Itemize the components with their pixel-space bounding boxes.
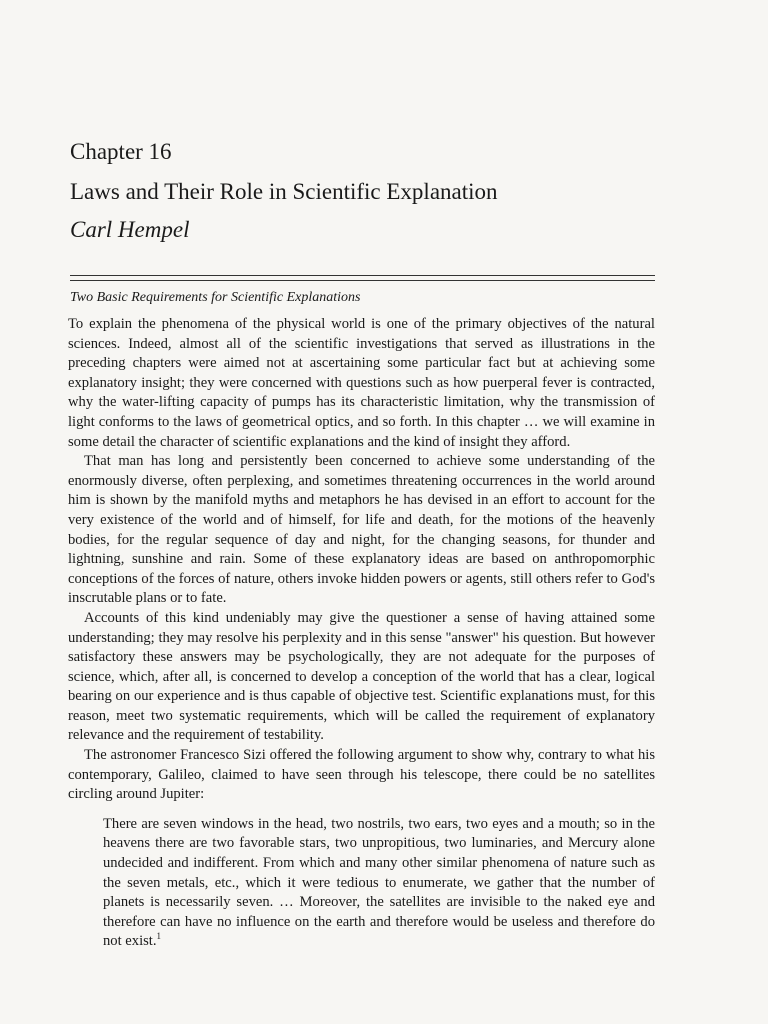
divider-rule-top <box>70 275 655 276</box>
paragraph: Accounts of this kind undeniably may give the questioner a sense of having attained some understanding; they may resolve his perplexity and in this sense "answer" his question. But however satisfactory these answers may be psychologically, they are not adequate for the purposes of science, which, after all, is concerned to develop a conception of the world that has a clear, logical bearing on our experience and is thus capable of objective test. Scientific explanations must, for this reason, meet two systematic requirements, which will be called the requirement of explanatory relevance and the requirement of testability. <box>68 609 655 744</box>
section-heading: Two Basic Requirements for Scientific Explanations <box>70 290 361 305</box>
body-text <box>68 315 655 952</box>
block-quote <box>103 815 655 952</box>
footnote-mark[interactable]: 1 <box>156 931 162 942</box>
paragraph: The astronomer Francesco Sizi offered the following argument to show why, contrary to what his contemporary, Galileo, claimed to have seen through his telescope, there could be no satellites circling around Jupiter: <box>68 747 655 803</box>
chapter-title: Laws and Their Role in Scientific Explanation <box>70 179 498 204</box>
chapter-author: Carl Hempel <box>70 217 190 242</box>
divider-rule-bottom <box>70 280 655 281</box>
paragraph: That man has long and persistently been concerned to achieve some understanding of the enormously diverse, often perplexing, and sometimes threatening occurrences in the world around him is shown by the manifold myths and metaphors he has devised in an effort to account for the very existence of the world and of himself, for life and death, for the motions of the heavenly bodies, for the regular sequence of day and night, for the changing seasons, for thunder and lightning, sunshine and rain. Some of these explanatory ideas are based on anthropomorphic conceptions of the forces of nature, others invoke hidden powers or agents, still others refer to God's inscrutable plans or to fate. <box>68 453 655 607</box>
chapter-number: Chapter 16 <box>70 139 172 164</box>
paragraph: To explain the phenomena of the physical world is one of the primary objectives of the natural sciences. Indeed, almost all of the scientific investigations that served as illustrations in the preceding chapters were aimed not at ascertaining some particular fact but at achieving some explanatory insight; they were concerned with questions such as how puerperal fever is contracted, why the water-lifting capacity of pumps has its characteristic limitation, why the transmission of light conforms to the laws of geometrical optics, and so forth. In this chapter … we will examine in some detail the character of scientific explanations and the kind of insight they afford. <box>68 316 655 450</box>
chapter-heading <box>70 138 498 244</box>
block-quote-text: There are seven windows in the head, two nostrils, two ears, two eyes and a mouth; so in the heavens there are two favorable stars, two unpropitious, two luminaries, and Mercury alone undecided and indifferent. From which and many other similar phenomena of nature such as the seven metals, etc., which it were tedious to enumerate, we gather that the number of planets is necessarily seven. … Moreover, the satellites are invisible to the naked eye and therefore can have no influence on the earth and therefore would be useless and therefore do not exist. <box>103 815 655 950</box>
